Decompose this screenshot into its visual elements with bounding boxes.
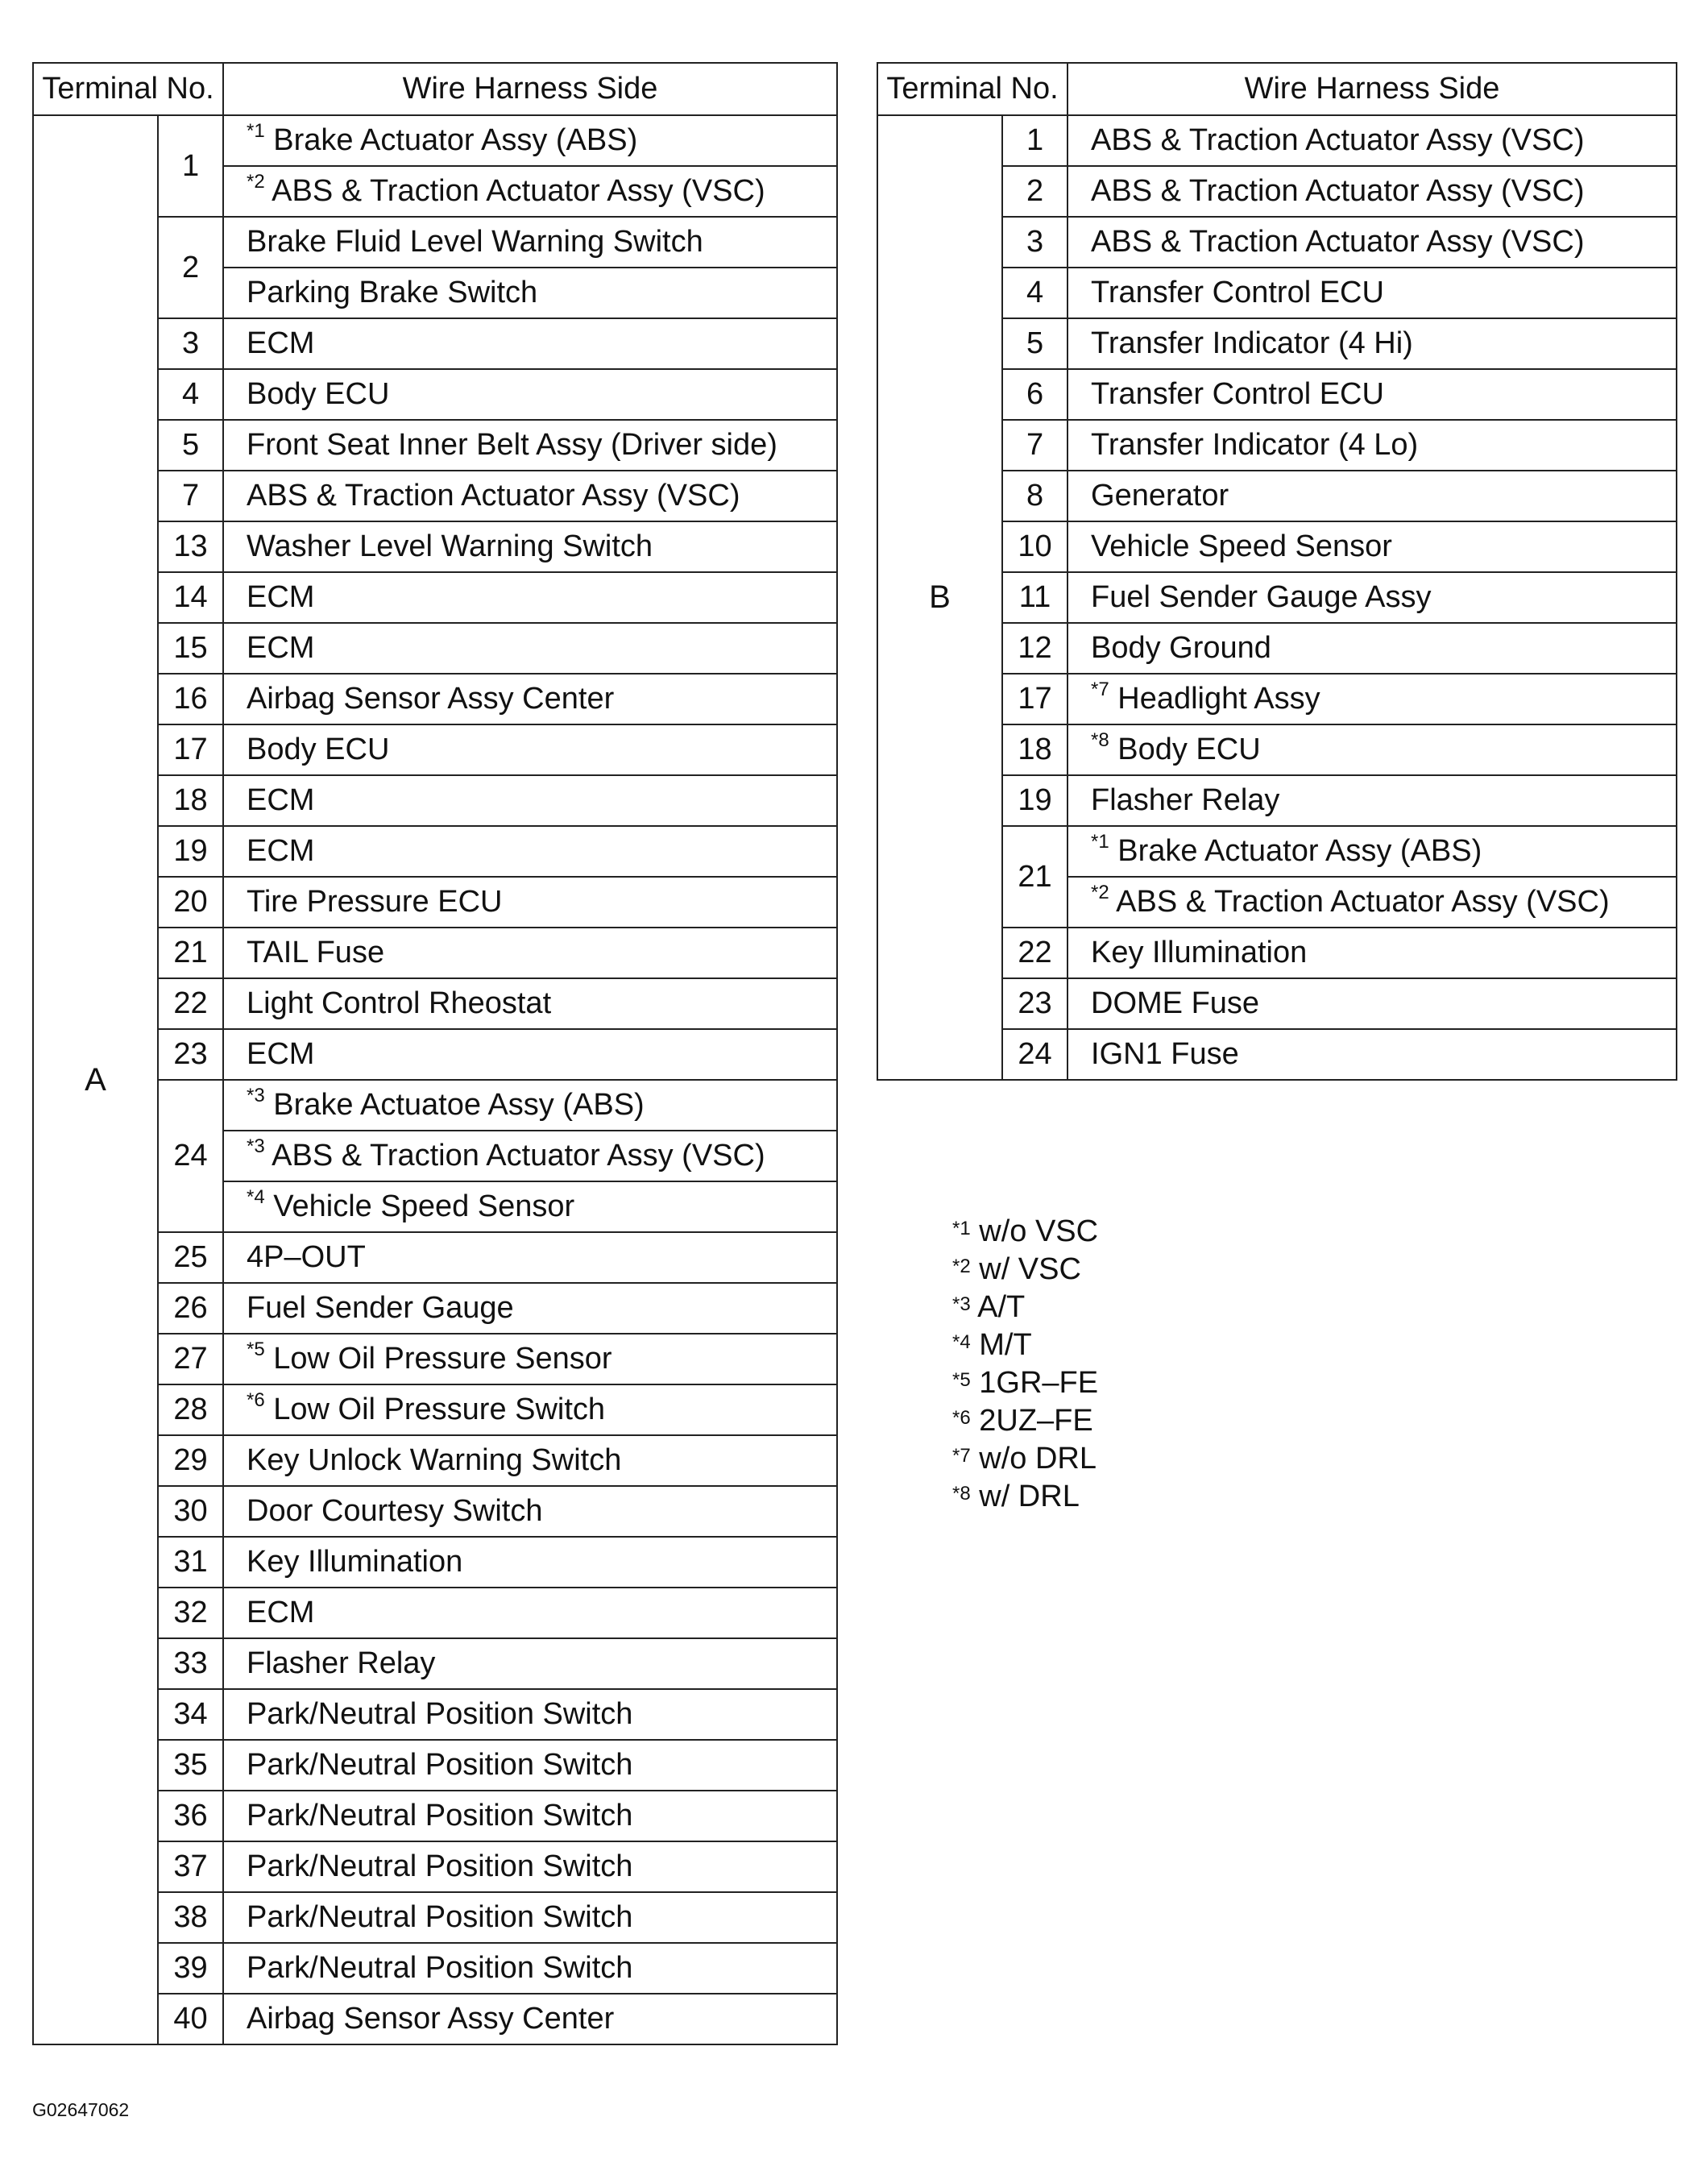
wire-harness-text: Body ECU xyxy=(247,733,390,766)
terminal-no-header: Terminal No. xyxy=(33,63,223,115)
footnote-text: M/T xyxy=(979,1328,1032,1362)
wire-harness-cell xyxy=(223,826,837,877)
wire-harness-cell xyxy=(223,115,837,166)
terminal-number: 18 xyxy=(158,775,223,826)
wire-harness-cell xyxy=(223,1232,837,1283)
wire-harness-cell xyxy=(1068,674,1677,724)
footnote-mark: *2 xyxy=(1091,882,1109,903)
table-header xyxy=(877,63,1677,115)
footnote-legend xyxy=(952,1213,1098,1516)
wire-harness-cell xyxy=(1068,928,1677,978)
footnote-text: A/T xyxy=(977,1290,1026,1324)
terminal-number: 18 xyxy=(1002,724,1068,775)
wire-harness-cell xyxy=(223,1994,837,2044)
terminal-number: 7 xyxy=(1002,420,1068,471)
wire-harness-cell xyxy=(1068,623,1677,674)
wire-harness-text: Flasher Relay xyxy=(247,1646,436,1680)
wire-harness-side-header: Wire Harness Side xyxy=(1068,63,1677,115)
terminal-number: 39 xyxy=(158,1943,223,1994)
wire-harness-cell xyxy=(223,268,837,318)
footnote-mark: *1 xyxy=(1091,831,1109,853)
table-row xyxy=(33,115,837,166)
wire-harness-cell xyxy=(223,521,837,572)
footnote-mark: *4 xyxy=(247,1186,265,1208)
terminal-number: 12 xyxy=(1002,623,1068,674)
footnote-mark: *3 xyxy=(247,1085,265,1106)
terminal-number: 3 xyxy=(1002,217,1068,268)
wire-harness-text: Flasher Relay xyxy=(1091,783,1280,817)
wire-harness-cell xyxy=(1068,268,1677,318)
wire-harness-cell xyxy=(223,928,837,978)
wire-harness-cell xyxy=(223,166,837,217)
wire-harness-text: ABS & Traction Actuator Assy (VSC) xyxy=(1091,174,1585,208)
terminal-number: 8 xyxy=(1002,471,1068,521)
wire-harness-cell xyxy=(223,1334,837,1384)
wire-harness-cell xyxy=(1068,978,1677,1029)
wire-harness-cell xyxy=(1068,877,1677,928)
wire-harness-text: ECM xyxy=(247,1037,315,1071)
footnote-mark: *5 xyxy=(952,1369,971,1391)
wire-harness-text: ABS & Traction Actuator Assy (VSC) xyxy=(272,174,765,208)
footnote-mark: *2 xyxy=(247,171,265,193)
table-row xyxy=(877,115,1677,166)
terminal-number: 24 xyxy=(1002,1029,1068,1080)
footnote-mark: *7 xyxy=(1091,679,1109,700)
wire-harness-text: Front Seat Inner Belt Assy (Driver side) xyxy=(247,428,777,462)
wire-harness-cell xyxy=(1068,572,1677,623)
terminal-number: 15 xyxy=(158,623,223,674)
wire-harness-text: Fuel Sender Gauge Assy xyxy=(1091,580,1432,614)
wire-harness-text: Brake Actuator Assy (ABS) xyxy=(1117,834,1482,868)
footnote-item xyxy=(952,1364,1098,1402)
footnote-item xyxy=(952,1289,1098,1326)
wire-harness-cell xyxy=(223,1029,837,1080)
terminal-number: 27 xyxy=(158,1334,223,1384)
wire-harness-text: ABS & Traction Actuator Assy (VSC) xyxy=(272,1139,765,1173)
figure-code: G02647062 xyxy=(32,2099,130,2120)
wire-harness-text: Generator xyxy=(1091,479,1229,513)
wire-harness-cell xyxy=(223,369,837,420)
wire-harness-cell xyxy=(223,1435,837,1486)
wire-harness-cell xyxy=(223,775,837,826)
terminal-number: 5 xyxy=(158,420,223,471)
wire-harness-text: ECM xyxy=(247,783,315,817)
terminal-number: 19 xyxy=(158,826,223,877)
footnote-mark: *7 xyxy=(952,1445,971,1467)
wire-harness-cell xyxy=(1068,1029,1677,1080)
wire-harness-text: Park/Neutral Position Switch xyxy=(247,1900,633,1934)
wire-harness-text: DOME Fuse xyxy=(1091,986,1260,1020)
wire-harness-cell xyxy=(223,1283,837,1334)
wire-harness-cell xyxy=(223,1791,837,1841)
footnote-mark: *8 xyxy=(952,1483,971,1505)
footnote-text: 1GR–FE xyxy=(979,1366,1099,1400)
terminal-number: 14 xyxy=(158,572,223,623)
wire-harness-cell xyxy=(1068,826,1677,877)
wire-harness-text: Park/Neutral Position Switch xyxy=(247,1748,633,1782)
footnote-text: 2UZ–FE xyxy=(979,1404,1093,1438)
terminal-number: 34 xyxy=(158,1689,223,1740)
wire-harness-text: TAIL Fuse xyxy=(247,936,385,969)
wire-harness-text: Transfer Indicator (4 Lo) xyxy=(1091,428,1419,462)
terminal-number: 29 xyxy=(158,1435,223,1486)
terminal-number: 35 xyxy=(158,1740,223,1791)
wire-harness-text: Key Unlock Warning Switch xyxy=(247,1443,622,1477)
footnote-mark: *2 xyxy=(952,1256,971,1277)
terminal-number: 38 xyxy=(158,1892,223,1943)
wire-harness-text: Washer Level Warning Switch xyxy=(247,529,653,563)
footnote-text: w/ VSC xyxy=(979,1252,1081,1286)
footnote-text: w/o DRL xyxy=(979,1442,1097,1476)
wire-harness-text: Low Oil Pressure Switch xyxy=(273,1393,606,1426)
wire-harness-cell xyxy=(1068,369,1677,420)
terminal-number: 37 xyxy=(158,1841,223,1892)
terminal-no-header: Terminal No. xyxy=(877,63,1068,115)
wire-harness-cell xyxy=(223,1638,837,1689)
footnote-mark: *5 xyxy=(247,1339,265,1360)
terminal-number: 23 xyxy=(158,1029,223,1080)
wire-harness-text: Brake Fluid Level Warning Switch xyxy=(247,225,703,259)
footnote-item xyxy=(952,1402,1098,1440)
terminal-number: 32 xyxy=(158,1588,223,1638)
footnote-item xyxy=(952,1326,1098,1364)
footnote-mark: *4 xyxy=(952,1331,971,1353)
terminal-number: 2 xyxy=(1002,166,1068,217)
wire-harness-text: Headlight Assy xyxy=(1117,682,1320,716)
footnote-mark: *6 xyxy=(952,1407,971,1429)
terminal-number: 11 xyxy=(1002,572,1068,623)
wire-harness-cell xyxy=(223,1740,837,1791)
footnote-text: w/o VSC xyxy=(979,1214,1099,1248)
wire-harness-text: ABS & Traction Actuator Assy (VSC) xyxy=(1116,885,1610,919)
wire-harness-text: Park/Neutral Position Switch xyxy=(247,1799,633,1833)
wire-harness-cell xyxy=(223,1943,837,1994)
footnote-mark: *3 xyxy=(952,1293,971,1315)
footnote-mark: *1 xyxy=(247,120,265,142)
wire-harness-text: Key Illumination xyxy=(1091,936,1308,969)
wire-harness-text: Brake Actuator Assy (ABS) xyxy=(273,123,638,157)
wire-harness-text: Key Illumination xyxy=(247,1545,463,1579)
wire-harness-text: ABS & Traction Actuator Assy (VSC) xyxy=(247,479,740,513)
wire-harness-cell xyxy=(223,1131,837,1181)
wire-harness-text: Light Control Rheostat xyxy=(247,986,552,1020)
wire-harness-text: ECM xyxy=(247,834,315,868)
wire-harness-cell xyxy=(223,1486,837,1537)
terminal-number: 26 xyxy=(158,1283,223,1334)
wire-harness-text: Body ECU xyxy=(247,377,390,411)
wire-harness-cell xyxy=(223,724,837,775)
terminal-number: 21 xyxy=(1002,826,1068,928)
wire-harness-text: Airbag Sensor Assy Center xyxy=(247,2002,615,2036)
terminal-number: 23 xyxy=(1002,978,1068,1029)
terminal-number: 10 xyxy=(1002,521,1068,572)
terminal-number: 6 xyxy=(1002,369,1068,420)
wire-harness-text: ABS & Traction Actuator Assy (VSC) xyxy=(1091,225,1585,259)
wire-harness-text: Airbag Sensor Assy Center xyxy=(247,682,615,716)
wire-harness-cell xyxy=(1068,775,1677,826)
wire-harness-text: Body ECU xyxy=(1117,733,1261,766)
wire-harness-text: Park/Neutral Position Switch xyxy=(247,1951,633,1985)
wire-harness-text: Vehicle Speed Sensor xyxy=(273,1189,575,1223)
wire-harness-text: ECM xyxy=(247,631,315,665)
wire-harness-text: Door Courtesy Switch xyxy=(247,1494,543,1528)
terminal-number: 30 xyxy=(158,1486,223,1537)
wire-harness-cell xyxy=(223,1181,837,1232)
wire-harness-cell xyxy=(223,420,837,471)
terminal-number: 3 xyxy=(158,318,223,369)
wire-harness-cell xyxy=(1068,318,1677,369)
terminal-number: 4 xyxy=(1002,268,1068,318)
wire-harness-text: Transfer Indicator (4 Hi) xyxy=(1091,326,1413,360)
wire-harness-cell xyxy=(223,318,837,369)
terminal-number: 40 xyxy=(158,1994,223,2044)
wire-harness-text: Low Oil Pressure Sensor xyxy=(273,1342,612,1376)
wire-harness-cell xyxy=(223,1588,837,1638)
terminal-number: 22 xyxy=(1002,928,1068,978)
wire-harness-cell xyxy=(1068,217,1677,268)
footnote-mark: *6 xyxy=(247,1389,265,1411)
footnote-text: w/ DRL xyxy=(979,1480,1080,1513)
wire-harness-cell xyxy=(223,1537,837,1588)
wire-harness-text: Tire Pressure ECU xyxy=(247,885,503,919)
footnote-mark: *3 xyxy=(247,1135,265,1157)
terminal-table-b xyxy=(877,62,1677,1081)
wire-harness-cell xyxy=(223,1892,837,1943)
terminal-number: 25 xyxy=(158,1232,223,1283)
wire-harness-text: Transfer Control ECU xyxy=(1091,276,1384,309)
wire-harness-text: Brake Actuatoe Assy (ABS) xyxy=(273,1088,645,1122)
terminal-table-a xyxy=(32,62,838,2045)
footnote-item xyxy=(952,1478,1098,1516)
wire-harness-text: ABS & Traction Actuator Assy (VSC) xyxy=(1091,123,1585,157)
terminal-number: 2 xyxy=(158,217,223,318)
terminal-number: 17 xyxy=(1002,674,1068,724)
terminal-number: 5 xyxy=(1002,318,1068,369)
terminal-number: 1 xyxy=(158,115,223,217)
wire-harness-cell xyxy=(223,1689,837,1740)
wire-harness-cell xyxy=(1068,166,1677,217)
footnote-mark: *8 xyxy=(1091,729,1109,751)
footnote-item xyxy=(952,1251,1098,1289)
wire-harness-text: Park/Neutral Position Switch xyxy=(247,1849,633,1883)
wire-harness-text: ECM xyxy=(247,1596,315,1629)
footnote-item xyxy=(952,1213,1098,1251)
wire-harness-cell xyxy=(223,623,837,674)
wire-harness-text: IGN1 Fuse xyxy=(1091,1037,1239,1071)
wire-harness-cell xyxy=(1068,724,1677,775)
terminal-number: 31 xyxy=(158,1537,223,1588)
wire-harness-cell xyxy=(223,1841,837,1892)
terminal-number: 1 xyxy=(1002,115,1068,166)
footnote-mark: *1 xyxy=(952,1218,971,1239)
wire-harness-cell xyxy=(1068,471,1677,521)
wire-harness-cell xyxy=(223,877,837,928)
terminal-number: 13 xyxy=(158,521,223,572)
terminal-number: 33 xyxy=(158,1638,223,1689)
wire-harness-cell xyxy=(223,217,837,268)
wire-harness-cell xyxy=(223,1080,837,1131)
wire-harness-text: 4P–OUT xyxy=(247,1240,366,1274)
terminal-number: 17 xyxy=(158,724,223,775)
wire-harness-cell xyxy=(223,471,837,521)
terminal-number: 28 xyxy=(158,1384,223,1435)
wire-harness-cell xyxy=(223,674,837,724)
terminal-number: 24 xyxy=(158,1080,223,1232)
wire-harness-text: ECM xyxy=(247,580,315,614)
table-header xyxy=(33,63,837,115)
wire-harness-text: ECM xyxy=(247,326,315,360)
terminal-number: 21 xyxy=(158,928,223,978)
wire-harness-cell xyxy=(223,572,837,623)
terminal-number: 7 xyxy=(158,471,223,521)
wire-harness-cell xyxy=(1068,521,1677,572)
connector-label: B xyxy=(877,115,1002,1080)
terminal-number: 36 xyxy=(158,1791,223,1841)
wire-harness-text: Park/Neutral Position Switch xyxy=(247,1697,633,1731)
wire-harness-text: Body Ground xyxy=(1091,631,1271,665)
terminal-number: 19 xyxy=(1002,775,1068,826)
wire-harness-cell xyxy=(223,978,837,1029)
wire-harness-cell xyxy=(1068,115,1677,166)
footnote-item xyxy=(952,1440,1098,1478)
wire-harness-text: Parking Brake Switch xyxy=(247,276,538,309)
terminal-number: 16 xyxy=(158,674,223,724)
wire-harness-text: Vehicle Speed Sensor xyxy=(1091,529,1392,563)
wire-harness-side-header: Wire Harness Side xyxy=(223,63,837,115)
wire-harness-cell xyxy=(1068,420,1677,471)
terminal-number: 20 xyxy=(158,877,223,928)
terminal-number: 4 xyxy=(158,369,223,420)
wire-harness-text: Transfer Control ECU xyxy=(1091,377,1384,411)
connector-label: A xyxy=(33,115,158,2044)
wire-harness-cell xyxy=(223,1384,837,1435)
terminal-number: 22 xyxy=(158,978,223,1029)
wire-harness-text: Fuel Sender Gauge xyxy=(247,1291,514,1325)
